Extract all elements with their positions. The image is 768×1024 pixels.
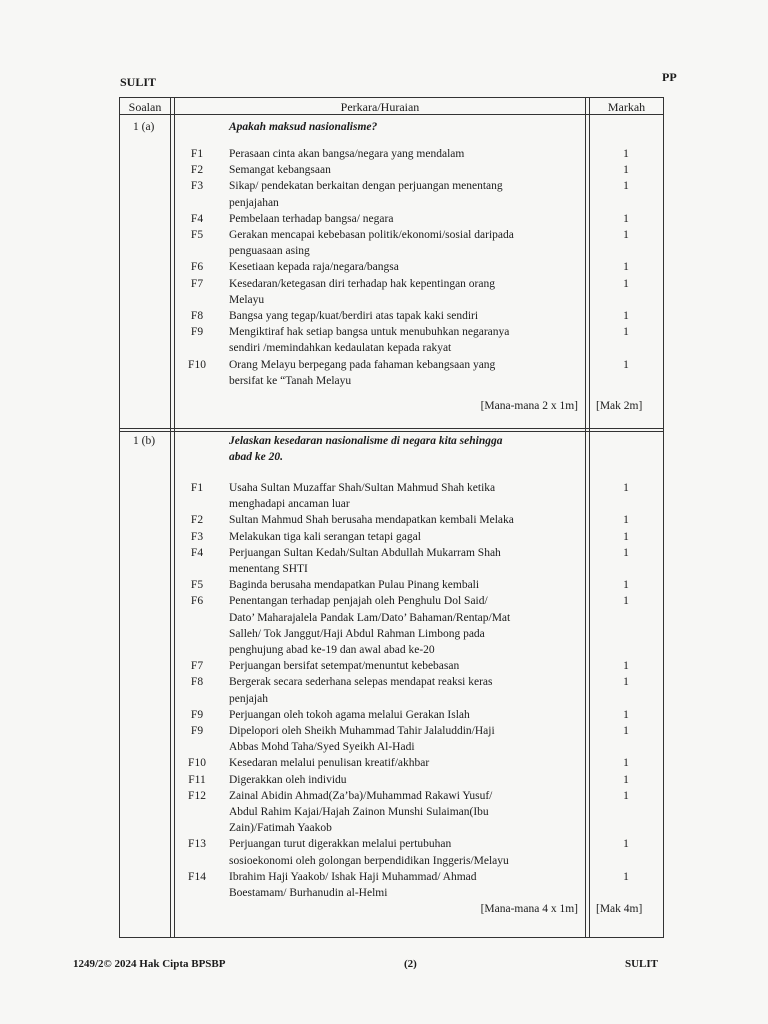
item-mark: 1 (623, 708, 629, 721)
footer-page-number: (2) (404, 958, 417, 970)
item-text: Dipelopori oleh Sheikh Muhammad Tahir Jalaluddin/Haji (229, 725, 495, 737)
question-text: Jelaskan kesedaran nasionalisme di negara kita sehingga (229, 435, 503, 447)
item-text: Kesetiaan kepada raja/negara/bangsa (229, 261, 399, 274)
item-code: F8 (190, 310, 204, 322)
item-text: Perjuangan Sultan Kedah/Sultan Abdullah Mukarram Shah (229, 546, 501, 559)
item-code: F9 (190, 326, 204, 339)
col-header-markah: Markah (607, 100, 646, 114)
item-text: bersifat ke “Tanah Melayu (229, 374, 352, 387)
item-mark: 1 (623, 595, 629, 608)
col-divider-markah (585, 98, 590, 937)
item-mark: 1 (623, 148, 629, 160)
item-code: F7 (190, 660, 204, 673)
item-mark: 1 (623, 358, 629, 371)
item-text: penguasaan asing (229, 245, 310, 258)
item-mark: 1 (623, 773, 629, 786)
item-text: Boestamam/ Burhanudin al-Helmi (229, 887, 388, 899)
item-text: Abdul Rahim Kajai/Hajah Zainon Munshi Sulaiman(Ibu (229, 806, 489, 818)
item-code: F11 (188, 773, 206, 786)
item-text: Mengiktiraf hak setiap bangsa untuk menubuhkan negaranya (229, 326, 510, 339)
item-text: Pembelaan terhadap bangsa/ negara (229, 212, 394, 225)
item-code: F1 (190, 482, 204, 494)
item-text: Melayu (229, 293, 265, 306)
item-code: F6 (190, 261, 204, 274)
item-code: F7 (190, 277, 204, 290)
item-mark: 1 (623, 579, 629, 592)
item-text: menentang SHTI (229, 563, 308, 575)
max-mark: [Mak 2m] (596, 400, 643, 412)
item-text: sendiri /memindahkan kedaulatan kepada rakyat (229, 342, 452, 355)
item-text: Salleh/ Tok Janggut/Haji Abdul Rahman Limbong pada (229, 627, 485, 640)
item-text: Zain)/Fatimah Yaakob (229, 822, 332, 835)
question-text: abad ke 20. (229, 451, 283, 464)
item-code: F4 (190, 546, 204, 559)
item-code: F10 (188, 358, 206, 371)
item-mark: 1 (623, 164, 629, 177)
item-text: Sultan Mahmud Shah berusaha mendapatkan kembali Melaka (229, 514, 514, 527)
item-text: menghadapi ancaman luar (229, 498, 350, 511)
item-text: Dato’ Maharajalela Pandak Lam/Dato’ Bahaman/Rentap/Mat (229, 611, 511, 624)
item-mark: 1 (623, 757, 629, 770)
item-mark: 1 (623, 310, 629, 322)
header-classification: SULIT (120, 75, 157, 89)
item-text: Gerakan mencapai kebebasan politik/ekonomi/sosial daripada (229, 229, 514, 241)
marking-scheme-table (119, 97, 664, 938)
item-code: F10 (188, 757, 206, 770)
item-text: Zainal Abidin Ahmad(Za’ba)/Muhammad Rakawi Yusuf/ (229, 789, 493, 802)
item-code: F5 (190, 229, 204, 241)
item-text: Semangat kebangsaan (229, 164, 331, 177)
item-code: F3 (190, 530, 204, 543)
item-text: Kesedaran/ketegasan diri terhadap hak kepentingan orang (229, 277, 495, 290)
item-text: Perjuangan oleh tokoh agama melalui Gerakan Islah (229, 708, 470, 721)
item-mark: 1 (623, 180, 629, 193)
item-mark: 1 (623, 660, 629, 673)
item-text: Abbas Mohd Taha/Syed Syeikh Al-Hadi (229, 741, 415, 754)
max-mark: [Mak 4m] (596, 903, 643, 915)
item-text: Orang Melayu berpegang pada fahaman kebangsaan yang (229, 358, 496, 371)
header-scheme-code: PP (662, 70, 677, 84)
item-code: F4 (190, 212, 204, 225)
item-mark: 1 (623, 530, 629, 543)
item-text: penjajah (229, 692, 268, 705)
question-number: 1 (b) (133, 435, 156, 447)
item-text: Sikap/ pendekatan berkaitan dengan perjuangan menentang (229, 180, 503, 193)
section-divider (120, 428, 663, 432)
item-text: Bangsa yang tegap/kuat/berdiri atas tapak kaki sendiri (229, 310, 479, 322)
item-text: penjajahan (229, 196, 279, 209)
item-mark: 1 (623, 277, 629, 290)
item-text: Penentangan terhadap penjajah oleh Penghulu Dol Said/ (229, 595, 488, 608)
footer-classification: SULIT (625, 958, 659, 970)
item-mark: 1 (623, 212, 629, 225)
item-text: Usaha Sultan Muzaffar Shah/Sultan Mahmud Shah ketika (229, 482, 496, 494)
item-text: penghujung abad ke-19 dan awal abad ke-20 (229, 644, 435, 656)
col-divider-soalan (170, 98, 171, 937)
item-mark: 1 (623, 870, 629, 883)
item-mark: 1 (623, 789, 629, 802)
item-text: Perjuangan bersifat setempat/menuntut kebebasan (229, 660, 460, 673)
item-mark: 1 (623, 326, 629, 339)
item-code: F5 (190, 579, 204, 592)
item-text: Melakukan tiga kali serangan tetapi gagal (229, 530, 421, 543)
item-mark: 1 (623, 514, 629, 527)
col-header-soalan: Soalan (128, 100, 162, 114)
col-header-perkara: Perkara/Huraian (340, 100, 420, 114)
item-mark: 1 (623, 725, 629, 737)
item-text: Perasaan cinta akan bangsa/negara yang mendalam (229, 148, 465, 160)
mana-mana-note: [Mana-mana 2 x 1m] (480, 400, 578, 412)
item-code: F13 (188, 838, 206, 851)
item-code: F12 (188, 789, 206, 802)
item-mark: 1 (623, 546, 629, 559)
item-code: F6 (190, 595, 204, 608)
item-mark: 1 (623, 261, 629, 274)
item-code: F8 (190, 676, 204, 689)
item-mark: 1 (623, 838, 629, 851)
item-code: F2 (190, 514, 204, 527)
item-mark: 1 (623, 229, 629, 241)
item-code: F9 (190, 708, 204, 721)
item-code: F3 (190, 180, 204, 193)
item-text: sosioekonomi oleh golongan berpendidikan Inggeris/Melayu (229, 854, 509, 867)
question-text: Apakah maksud nasionalisme? (229, 121, 378, 133)
item-text: Perjuangan turut digerakkan melalui pertubuhan (229, 838, 452, 851)
question-number: 1 (a) (133, 121, 155, 133)
footer-copyright: 1249/2© 2024 Hak Cipta BPSBP (73, 958, 226, 970)
item-text: Bergerak secara sederhana selepas mendapat reaksi keras (229, 676, 493, 689)
item-text: Digerakkan oleh individu (229, 773, 347, 786)
item-mark: 1 (623, 676, 629, 689)
item-text: Ibrahim Haji Yaakob/ Ishak Haji Muhammad/ Ahmad (229, 870, 477, 883)
item-code: F14 (188, 870, 206, 883)
item-code: F9 (190, 725, 204, 737)
mana-mana-note: [Mana-mana 4 x 1m] (480, 903, 578, 915)
item-text: Baginda berusaha mendapatkan Pulau Pinang kembali (229, 579, 480, 592)
item-text: Kesedaran melalui penulisan kreatif/akhbar (229, 757, 430, 770)
col-divider-soalan-inner (174, 98, 175, 937)
item-code: F1 (190, 148, 204, 160)
item-code: F2 (190, 164, 204, 177)
item-mark: 1 (623, 482, 629, 494)
